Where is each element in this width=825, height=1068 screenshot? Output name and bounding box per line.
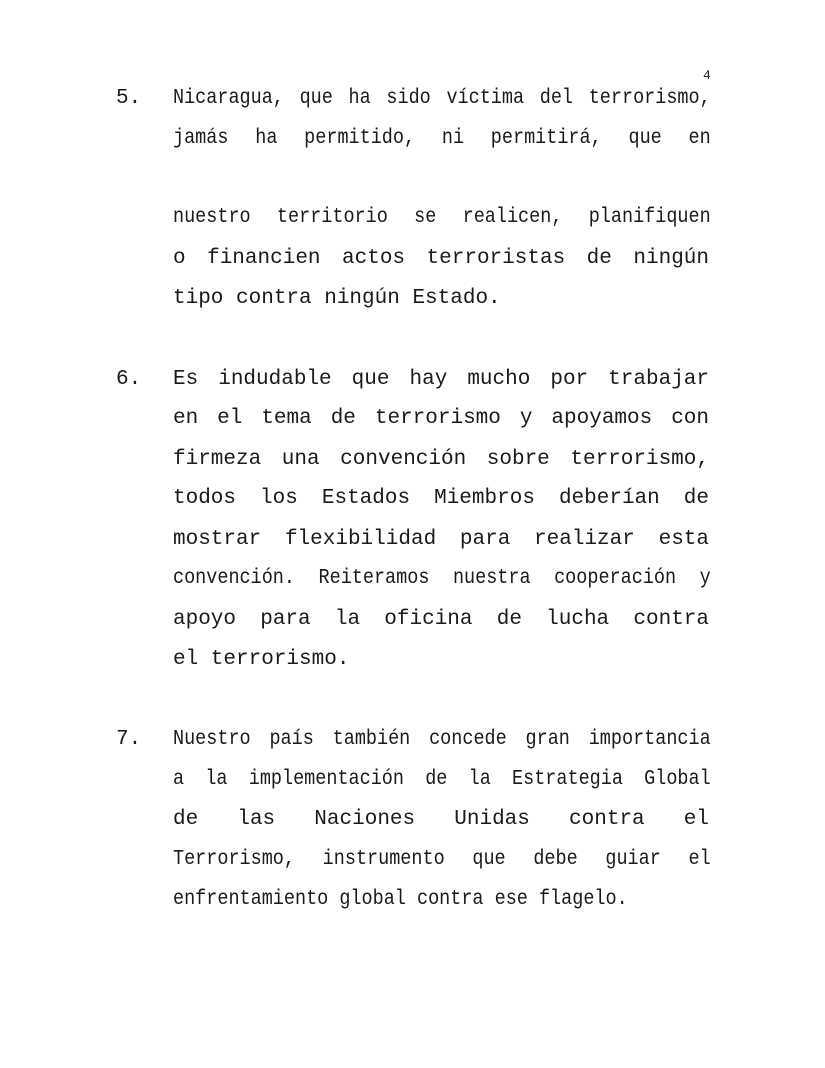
paragraph-line: el terrorismo. (173, 648, 350, 671)
paragraph-line: convención. Reiteramos nuestra cooperación y (173, 567, 711, 590)
paragraph-number: 6. (116, 368, 142, 391)
paragraph-line: Nuestro país también concede gran importancia (173, 728, 711, 751)
page-number: 4 (703, 68, 711, 83)
paragraph-number: 5. (116, 87, 142, 110)
paragraph-line: de las Naciones Unidas contra el (173, 808, 709, 831)
paragraph-line: Terrorismo, instrumento que debe guiar el (173, 848, 711, 871)
paragraph-line: firmeza una convención sobre terrorismo, (173, 448, 709, 471)
paragraph-line: o financien actos terroristas de ningún (173, 247, 709, 270)
paragraph-line: enfrentamiento global contra ese flagelo. (173, 888, 628, 911)
paragraph-number: 7. (116, 728, 142, 751)
paragraph-line: tipo contra ningún Estado. (173, 287, 501, 310)
paragraph-line: a la implementación de la Estrategia Global (173, 768, 711, 791)
paragraph-line: jamás ha permitido, ni permitirá, que en (173, 127, 711, 150)
paragraph-line: apoyo para la oficina de lucha contra (173, 608, 709, 631)
paragraph-line: en el tema de terrorismo y apoyamos con (173, 407, 709, 430)
paragraph-line: Es indudable que hay mucho por trabajar (173, 368, 709, 391)
paragraph-line: Nicaragua, que ha sido víctima del terrorismo, (173, 87, 711, 110)
paragraph-line: nuestro territorio se realicen, planifiquen (173, 206, 711, 229)
paragraph-line: mostrar flexibilidad para realizar esta (173, 528, 709, 551)
paragraph-line: todos los Estados Miembros deberían de (173, 487, 709, 510)
